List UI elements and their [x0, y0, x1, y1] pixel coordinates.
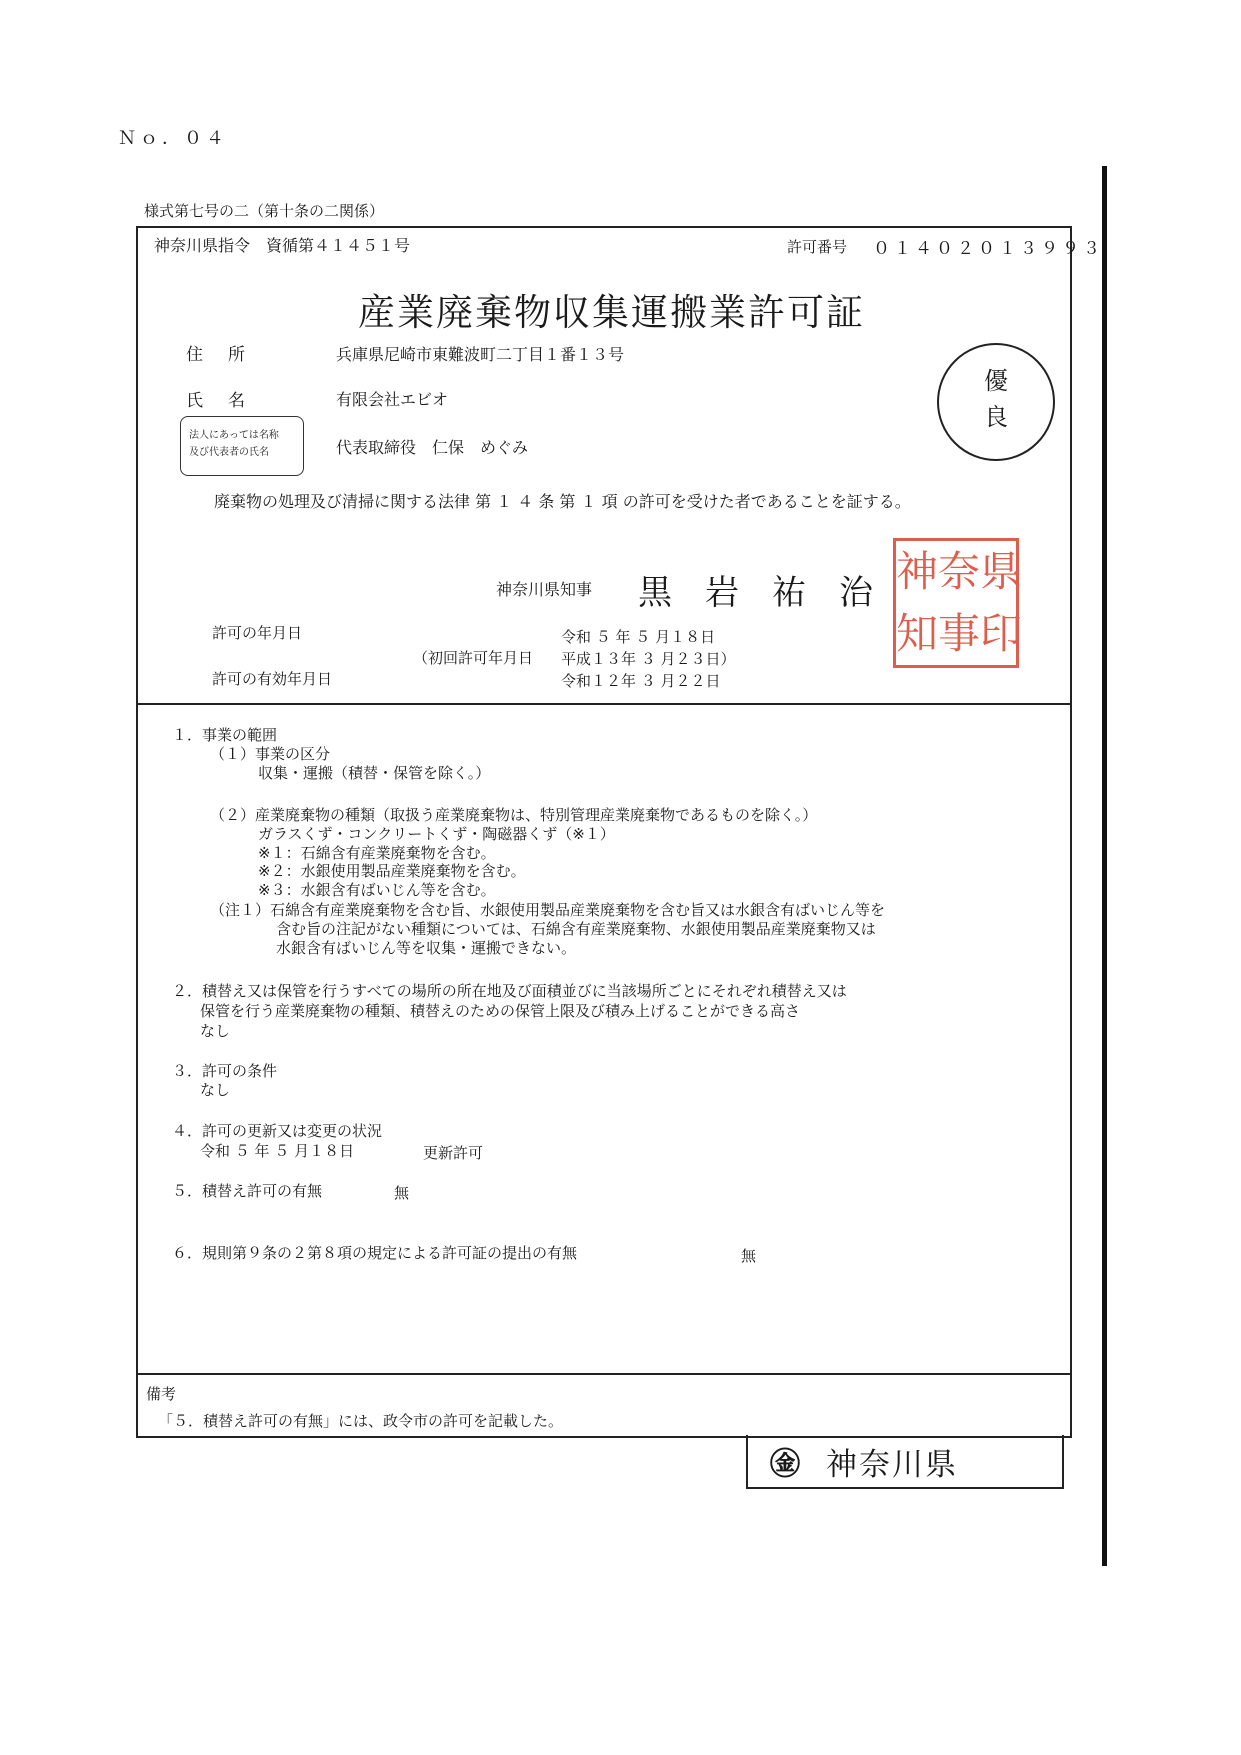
- seal-char: 印: [980, 609, 1023, 658]
- caution-line-2: 含む旨の注記がない種類については、石綿含有産業廃棄物、水銀使用製品産業廃棄物又は: [276, 920, 876, 938]
- note-1: ※１：石綿含有産業廃棄物を含む。: [258, 844, 496, 862]
- valid-until-value: 令和１２年 ３ 月２２日: [561, 672, 721, 690]
- section-1-2-title: （２）産業廃棄物の種類（取扱う産業廃棄物は、特別管理産業廃棄物であるものを除く。）: [210, 806, 818, 824]
- section-6-value: 無: [741, 1247, 757, 1265]
- section-4-date: 令和 ５ 年 ５ 月１８日: [200, 1142, 355, 1160]
- representative-value: 代表取締役 仁保 めぐみ: [336, 438, 529, 457]
- seal-char: 県: [980, 547, 1023, 596]
- permit-number-label: 許可番号: [787, 238, 848, 256]
- section-4-type: 更新許可: [423, 1144, 484, 1162]
- section-2-title-2: 保管を行う産業廃棄物の種類、積替えのための保管上限及び積み上げることができる高さ: [200, 1002, 801, 1020]
- prefecture-emblem-icon: ㊎: [770, 1447, 800, 1482]
- section-3-title: ３．許可の条件: [172, 1062, 278, 1080]
- governor-title: 神奈川県知事: [496, 580, 593, 599]
- caution-line-3: 水銀含有ばいじん等を収集・運搬できない。: [276, 939, 577, 957]
- caution-line-1: （注１）石綿含有産業廃棄物を含む旨、水銀使用製品産業廃棄物を含む旨又は水銀含有ばいじん等を: [210, 901, 886, 919]
- designation-number: 神奈川県指令 資循第４１４５１号: [154, 236, 411, 255]
- section-6-title: ６．規則第９条の２第８項の規定による許可証の提出の有無: [172, 1244, 578, 1262]
- governor-name: 黒岩祐治: [638, 573, 906, 613]
- remarks-text: 「５．積替え許可の有無」には、政令市の許可を記載した。: [158, 1412, 564, 1430]
- divider-remarks: [136, 1373, 1070, 1375]
- initial-permit-value: 平成１３年 ３ 月２３日）: [561, 650, 736, 668]
- name-value: 有限会社エビオ: [336, 390, 449, 409]
- permit-date-label: 許可の年月日: [212, 624, 303, 642]
- name-label: 氏 名: [186, 391, 249, 411]
- section-1-1-title: （１）事業の区分: [210, 745, 331, 763]
- address-value: 兵庫県尼崎市東難波町二丁目１番１３号: [336, 345, 625, 364]
- prefecture-name: 神奈川県: [826, 1447, 958, 1483]
- excellent-operator-mark: [937, 343, 1055, 461]
- seal-char: 神: [896, 547, 939, 596]
- excellent-char-2: 良: [984, 403, 1008, 431]
- excellent-char-1: 優: [984, 367, 1008, 395]
- form-label: 様式第七号の二（第十条の二関係）: [144, 202, 385, 220]
- section-1-1-body: 収集・運搬（積替・保管を除く。）: [258, 764, 491, 782]
- section-1-title: １．事業の範囲: [172, 726, 278, 744]
- valid-until-label: 許可の有効年月日: [212, 670, 333, 688]
- seal-char: 事: [938, 609, 981, 658]
- address-label: 住 所: [186, 345, 249, 365]
- section-5-value: 無: [394, 1184, 410, 1202]
- representative-note-2: 及び代表者の氏名: [189, 447, 269, 458]
- note-2: ※２：水銀使用製品産業廃棄物を含む。: [258, 862, 526, 880]
- divider-upper: [136, 703, 1070, 705]
- governor-official-seal: [893, 538, 1023, 668]
- permit-date-value: 令和 ５ 年 ５ 月１８日: [561, 628, 716, 646]
- section-2-title-1: ２．積替え又は保管を行うすべての場所の所在地及び面積並びに当該場所ごとにそれぞれ積替え又は: [172, 982, 847, 1000]
- seal-char: 知: [896, 609, 939, 658]
- certificate-title: 産業廃棄物収集運搬業許可証: [358, 291, 865, 334]
- note-3: ※３：水銀含有ばいじん等を含む。: [258, 881, 496, 899]
- prefecture-footer-box: [746, 1435, 1064, 1489]
- section-4-title: ４．許可の更新又は変更の状況: [172, 1122, 383, 1140]
- permit-number-value: ０１４０２０１３９９３: [873, 239, 1104, 259]
- representative-note-1: 法人にあっては名称: [189, 430, 279, 441]
- section-2-body: なし: [200, 1022, 231, 1040]
- section-3-body: なし: [200, 1081, 231, 1099]
- initial-permit-label: （初回許可年月日: [413, 649, 534, 667]
- certification-statement: 廃棄物の処理及び清掃に関する法律 第 １ ４ 条 第 １ 項 の許可を受けた者であることを証する。: [214, 492, 911, 511]
- remarks-label: 備考: [146, 1385, 177, 1403]
- scan-edge-bar: [1102, 166, 1107, 1566]
- section-5-title: ５．積替え許可の有無: [172, 1182, 323, 1200]
- document-number: Ｎｏ．０４: [118, 128, 228, 149]
- seal-char: 奈: [938, 547, 981, 596]
- section-1-2-body: ガラスくず・コンクリートくず・陶磁器くず（※１）: [258, 825, 615, 843]
